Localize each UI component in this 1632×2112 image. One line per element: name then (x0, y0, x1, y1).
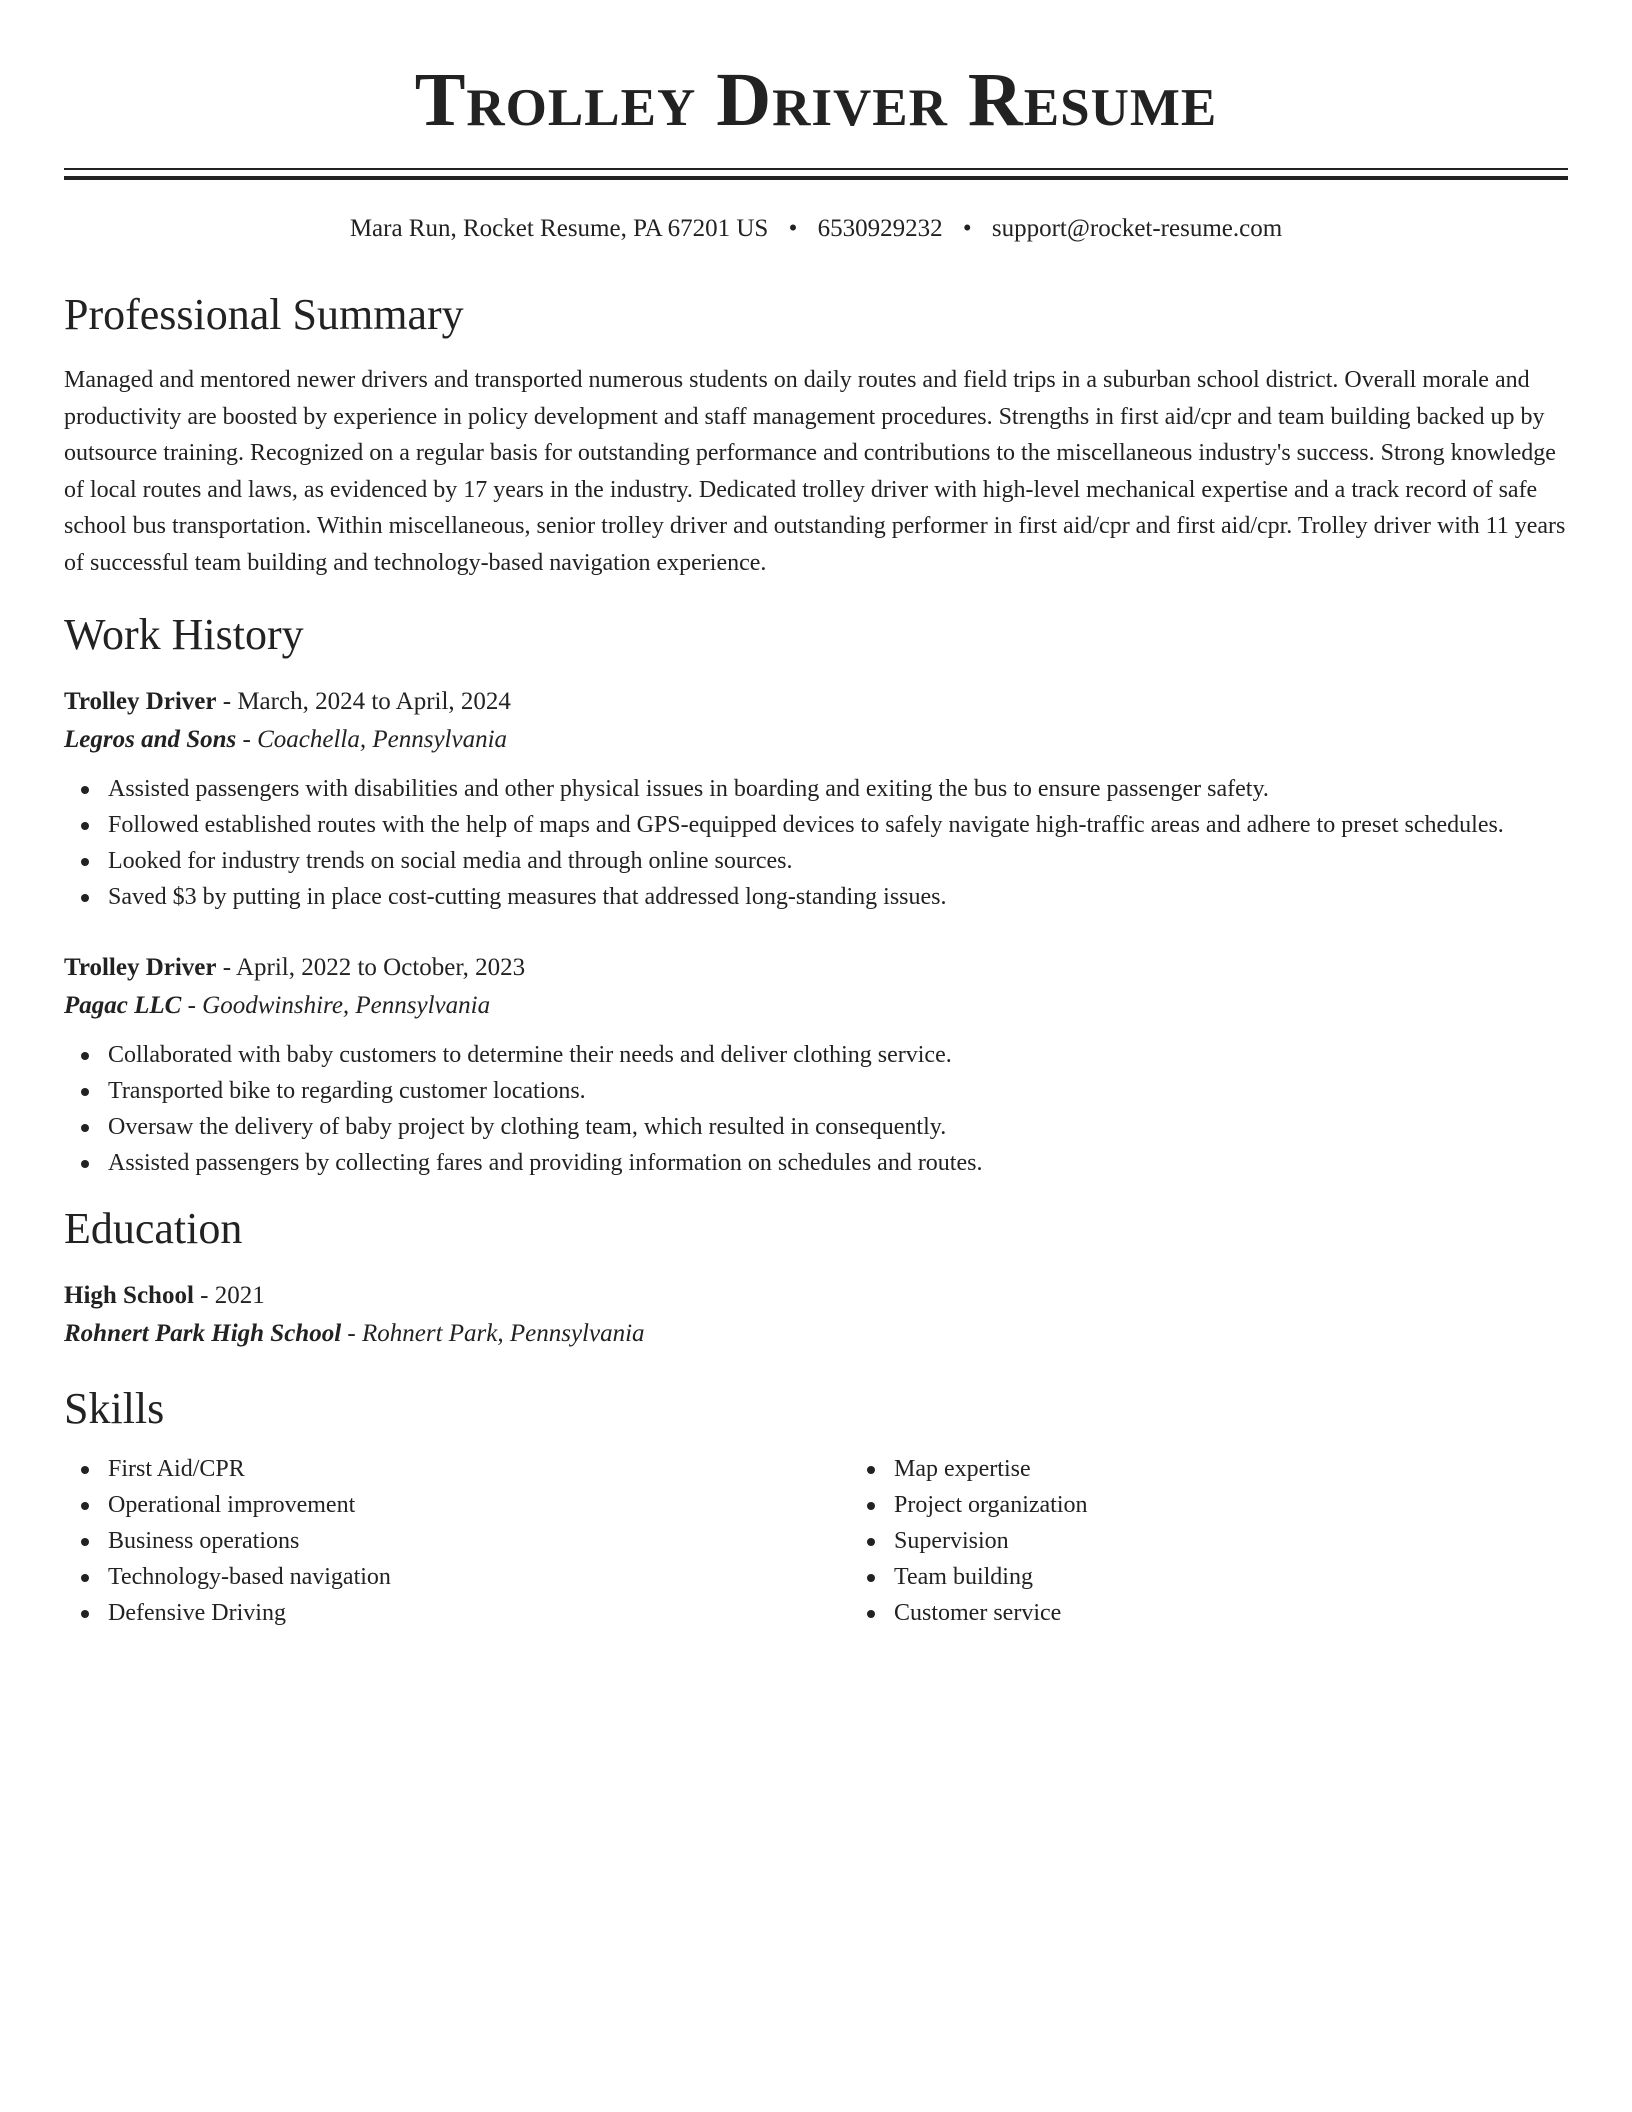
skills-list-left (64, 1451, 850, 1631)
education-degree-line (64, 1277, 1568, 1315)
job-company: Legros and Sons (64, 726, 237, 753)
job-location: - Goodwinshire, Pennsylvania (181, 992, 491, 1019)
skills-list-right (850, 1451, 1632, 1631)
list-item: Assisted passengers by collecting fares and providing information on schedules and routes. (108, 1145, 1568, 1181)
contact-phone: 6530929232 (817, 215, 943, 242)
education-entry (64, 1277, 1568, 1353)
list-item: Collaborated with baby customers to determine their needs and deliver clothing service. (108, 1037, 1568, 1073)
contact-separator: • (962, 215, 972, 242)
skill-item: Operational improvement (108, 1487, 850, 1523)
education-year: - 2021 (193, 1282, 265, 1309)
job-company: Pagac LLC (64, 992, 182, 1019)
list-item: Assisted passengers with disabilities and other physical issues in boarding and exiting the bus to ensure passenger safety. (108, 771, 1568, 807)
list-item: Transported bike to regarding customer locations. (108, 1073, 1568, 1109)
skill-item: Supervision (894, 1523, 1632, 1559)
education-school-line (64, 1315, 1568, 1353)
job-title-line (64, 683, 1568, 721)
skill-item: First Aid/CPR (108, 1451, 850, 1487)
job-company-line (64, 721, 1568, 759)
summary-heading: Professional Summary (64, 290, 464, 339)
skill-item: Map expertise (894, 1451, 1632, 1487)
job-title-line (64, 949, 1568, 987)
skill-item: Customer service (894, 1595, 1632, 1631)
contact-line (64, 216, 1568, 241)
job-dates: - March, 2024 to April, 2024 (216, 688, 511, 715)
education-heading: Education (64, 1204, 243, 1253)
job-entry (64, 683, 1568, 915)
contact-address: Mara Run, Rocket Resume, PA 67201 US (349, 215, 769, 242)
skill-item: Business operations (108, 1523, 850, 1559)
job-location: - Coachella, Pennsylvania (236, 726, 508, 753)
education-degree: High School (64, 1282, 194, 1309)
job-entry (64, 949, 1568, 1181)
education-school: Rohnert Park High School (64, 1320, 342, 1347)
list-item: Oversaw the delivery of baby project by clothing team, which resulted in consequently. (108, 1109, 1568, 1145)
contact-email: support@rocket-resume.com (991, 215, 1283, 242)
resume-title: Trolley Driver Resume (414, 58, 1218, 142)
job-company-line (64, 987, 1568, 1025)
skills-columns (64, 1451, 1568, 1631)
job-title: Trolley Driver (64, 688, 217, 715)
education-location: - Rohnert Park, Pennsylvania (341, 1320, 645, 1347)
skill-item: Team building (894, 1559, 1632, 1595)
job-dates: - April, 2022 to October, 2023 (216, 954, 526, 981)
contact-separator: • (788, 215, 798, 242)
skill-item: Technology-based navigation (108, 1559, 850, 1595)
skills-heading: Skills (64, 1384, 165, 1433)
skill-item: Project organization (894, 1487, 1632, 1523)
list-item: Followed established routes with the help of maps and GPS-equipped devices to safely navigate high-traffic areas and adhere to preset schedules. (108, 807, 1568, 843)
job-title: Trolley Driver (64, 954, 217, 981)
summary-text: Managed and mentored newer drivers and transported numerous students on daily routes and field trips in a suburban school district. Overall morale and productivity are boosted by experience in policy development and staff management procedures. Strengths in first aid/cpr and team building backed up by outsource training. Recognized on a regular basis for outstanding performance and contributions to the miscellaneous industry's success. Strong knowledge of local routes and laws, as evidenced by 17 years in the industry. Dedicated trolley driver with high-level mechanical expertise and a track record of safe school bus transportation. Within miscellaneous, senior trolley driver and outstanding performer in first aid/cpr and first aid/cpr. Trolley driver with 11 years of successful team building and technology-based navigation experience. (64, 367, 1566, 576)
divider-thin-line (64, 168, 1568, 170)
divider-thick-line (64, 176, 1568, 180)
list-item: Looked for industry trends on social media and through online sources. (108, 843, 1568, 879)
job-duties-list (64, 771, 1568, 915)
skill-item: Defensive Driving (108, 1595, 850, 1631)
list-item: Saved $3 by putting in place cost-cutting measures that addressed long-standing issues. (108, 879, 1568, 915)
job-duties-list (64, 1037, 1568, 1181)
work-history-heading: Work History (64, 610, 304, 659)
title-divider (64, 168, 1568, 180)
